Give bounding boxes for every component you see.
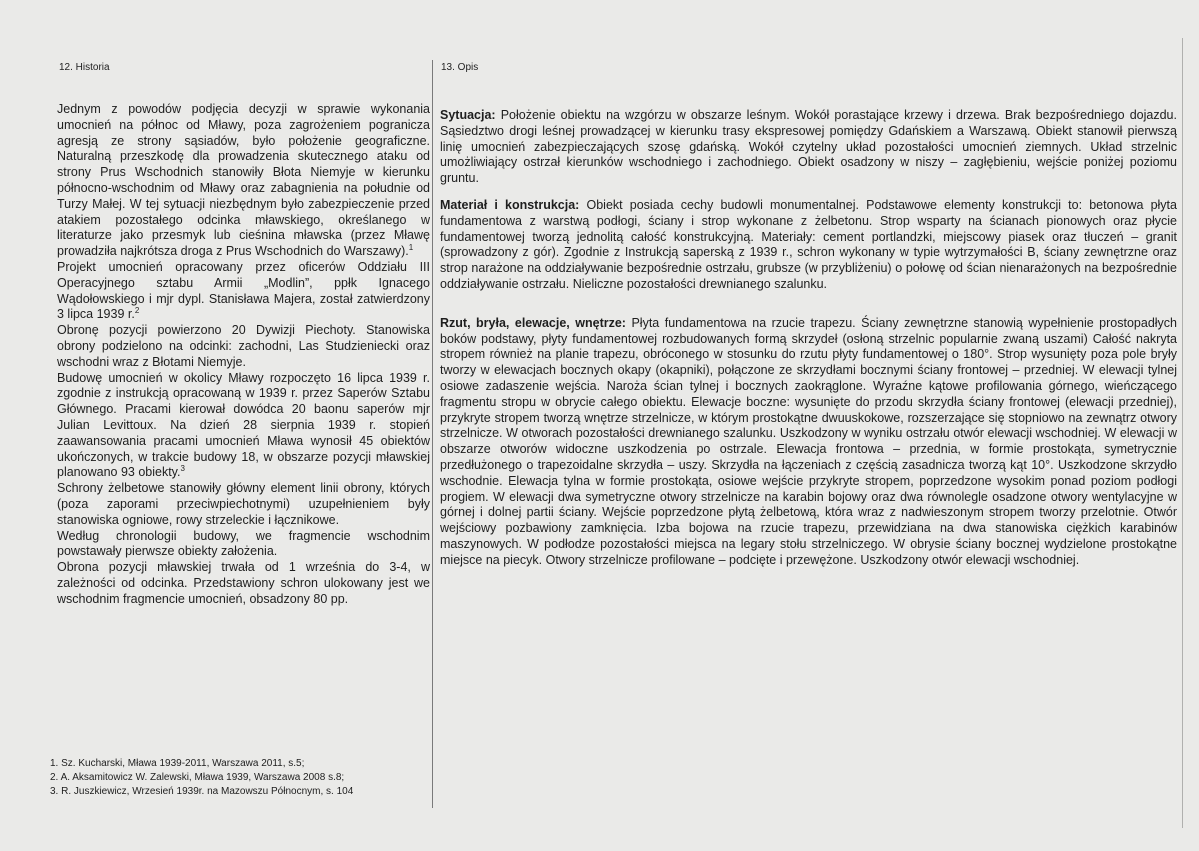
footnote-ref: 1 xyxy=(408,243,414,253)
footnote: 1. Sz. Kucharski, Mława 1939-2011, Warszawa 2011, s.5; xyxy=(50,758,305,769)
opis-paragraph-rzut xyxy=(440,316,1177,569)
historia-paragraph xyxy=(57,529,430,561)
section-heading-historia: 12. Historia xyxy=(59,62,110,73)
footnote-ref: 2 xyxy=(134,306,140,316)
historia-paragraph xyxy=(57,260,430,323)
historia-paragraph xyxy=(57,323,430,370)
historia-text: Według chronologii budowy, we fragmencie wschodnim powstawały pierwsze obiekty założenia. xyxy=(57,528,430,559)
column-divider xyxy=(432,60,433,808)
historia-text: Obrona pozycji mławskiej trwała od 1 września do 3-4, w zależności od odcinka. Przedstawiony schron ulokowany jest we wschodnim fragmencie umocnień, obsadzony 80 pp. xyxy=(57,560,430,606)
opis-paragraph-material xyxy=(440,198,1177,293)
footnotes xyxy=(50,757,430,799)
paragraph-text: Położenie obiektu na wzgórzu w obszarze leśnym. Wokół porastające krzewy i drzewa. Brak bezpośredniego dojazdu. Sąsiedztwo drogi leśnej prowadzącej w kierunku trasy ekspresowej pomiędzy Gdańskiem a Warszawą. Obiekt stanowił pierwszą linię umocnień zabezpieczających szosę gdańską. Wokół czytelny układ pozostałości umocnień ziemnych. Układ strzelnic umożliwiający ostrzał kierunków wschodniego i zachodniego. Obiekt osadzony w niszy – zagłębieniu, wejście poniżej poziomu gruntu. xyxy=(440,108,1177,186)
footnote: 3. R. Juszkiewicz, Wrzesień 1939r. na Mazowszu Północnym, s. 104 xyxy=(50,786,354,797)
historia-text: Obronę pozycji powierzono 20 Dywizji Piechoty. Stanowiska obrony podzielono na odcinki: zachodni, Las Studzieniecki oraz wschodni wraz z Błotami Niemyje. xyxy=(57,323,430,369)
paragraph-label: Materiał i konstrukcja: xyxy=(440,197,580,212)
opis-column xyxy=(440,108,1177,580)
paragraph-label: Rzut, bryła, elewacje, wnętrze: xyxy=(440,315,626,330)
historia-paragraph xyxy=(57,371,430,482)
historia-text: Budowę umocnień w okolicy Mławy rozpoczęto 16 lipca 1939 r. zgodnie z instrukcją opracowaną w 1939 r. przez Saperów Sztabu Głównego. Pracami kierował dowódca 20 baonu saperów mjr Julian Levittoux. Na dzień 28 sierpnia 1939 r. stopień zaawansowania pracami umocnień Mława wynosił 45 obiektów ukończonych, w trakcie budowy 18, w obszarze pozycji mławskiej planowano 93 obiekty. xyxy=(57,370,430,480)
paragraph-text: Płyta fundamentowa na rzucie trapezu. Ściany zewnętrzne stanowią wypełnienie prostopadłych boków podstawy, płyty fundamentowej rozbudowanych formą skrzydeł (osłoną strzelnic popularnie zwaną uszami) Całość nakryta stropem również na planie trapezu, obróconego w stosunku do rzutu płyty fundamentowej o 180°. Strop wysunięty poza pole bryły tworzy w elewacjach bocznych okapy (okapniki), połączone ze skrzydłami bocznymi ściany frontowej – przedniej. W elewacji tylnej osiowe zadaszenie wejścia. Naroża ścian tylnej i bocznych zaokrąglone. Wyraźne kątowe profilowania górnego, wieńczącego fragmentu stropu w obrycie całego obiektu. Elewacje boczne: wysunięte do przodu skrzydła ściany frontowej (elewacji przedniej), przykryte stropem tworzą wnętrze strzelnicze, w którym prostokątne dwuuskokowe, rozszerzające się stopniowo na zewnątrz otwory strzelnicze. W otworach pozostałości drewnianego szalunku. Uszkodzony w wyniku ostrzału otwór elewacji wschodniej. W elewacji w obszarze otworów widoczne uszkodzenia po ostrzale. Elewacja frontowa – przednia, w formie prostokąta, symetrycznie przedłużonego o trapezoidalne skrzydła – uszy. Skrzydła na łączeniach z częścią zasadnicza tworzą kąt 10°. Uszkodzone skrzydło wschodnie. Elewacja tylna w formie prostokąta, osiowe wejście przykryte stropem, poprzedzone wysokim ponad poziom podłogi progiem. W elewacji dwa symetryczne otwory strzelnicze na karabin bojowy oraz dwa równolegle osadzone otwory wentylacyjne w górnej i dolnej partii ściany. Wejście poprzedzone płytą żelbetową, która wraz z nadwieszonym stropem tworzy przelotnie. Otwór wejściowy pozbawiony zamknięcia. Izba bojowa na rzucie trapezu, przewidziana na dwa stanowiska ciężkich karabinów maszynowych. W podłodze pozostałości miejsca na legary stołu strzelniczego. W obrysie ściany bocznej wydzielone prostokątne miejsce na piecyk. Otwory strzelnicze profilowane – podcięte i przewężone. Uszkodzony otwór elewacji wschodniej. xyxy=(440,315,1178,567)
page-edge-line xyxy=(1182,38,1183,828)
footnote: 2. A. Aksamitowicz W. Zalewski, Mława 1939, Warszawa 2008 s.8; xyxy=(50,772,345,783)
footnote-ref: 3 xyxy=(180,464,185,474)
historia-paragraph xyxy=(57,102,430,260)
historia-text: Schrony żelbetowe stanowiły główny element linii obrony, których (poza zaporami przeciwpiechotnymi) uzupełnieniem były stanowiska ogniowe, rowy strzeleckie i łącznikowe. xyxy=(57,481,430,527)
paragraph-label: Sytuacja: xyxy=(440,108,496,122)
historia-paragraph xyxy=(57,560,430,607)
historia-text: Jednym z powodów podjęcia decyzji w sprawie wykonania umocnień na północ od Mławy, poza zagrożeniem pogranicza agresją ze strony sąsiadów, było położenie geograficzne. Naturalną przeszkodę dla prowadzenia skutecznego ataku od strony Prus Wschodnich stanowiły Błota Niemyje w kierunku północno-wschodnim od Mławy oraz zabagnienia na południe od Turzy Małej. W tej sytuacji niezbędnym było zabezpieczenie przed atakiem pozostałego odcinka mławskiego, określanego w literaturze jako przesmyk lub cieśnina mławska (przez Mławę prowadziła najkrótsza droga z Prus Wschodnich do Warszawy). xyxy=(57,102,430,259)
section-heading-opis: 13. Opis xyxy=(441,62,479,73)
paragraph-text: Obiekt posiada cechy budowli monumentalnej. Podstawowe elementy konstrukcji to: betonowa płyta fundamentowa z warstwą podłogi, ściany i strop wykonane z żelbetonu. Strop wsparty na ścianach pionowych oraz płycie fundamentowej tworzą jednolitą całość konstrukcyjną. Materiały: cement portlandzki, miejscowy piasek oraz tłuczeń – granit (sprowadzony z gór). Zgodnie z Instrukcją saperską z 1939 r., schron wykonany w typie wytrzymałości B, ściany zewnętrzne oraz strop narażone na oddziaływanie bezpośrednie ostrzału, grubsze (w przybliżeniu) o połowę od ścian nienarażonych na bezpośrednie oddziaływanie ostrzału. Nieliczne pozostałości drewnianego szalunku. xyxy=(440,197,1177,291)
opis-paragraph-sytuacja xyxy=(440,108,1177,187)
historia-paragraph xyxy=(57,481,430,528)
historia-column xyxy=(57,102,430,608)
historia-text: Projekt umocnień opracowany przez oficerów Oddziału III Operacyjnego sztabu Armii „Modlin”, ppłk Ignacego Wądołowskiego i mjr dypl. Stanisława Majera, został zatwierdzony 3 lipca 1939 r. xyxy=(57,259,430,322)
